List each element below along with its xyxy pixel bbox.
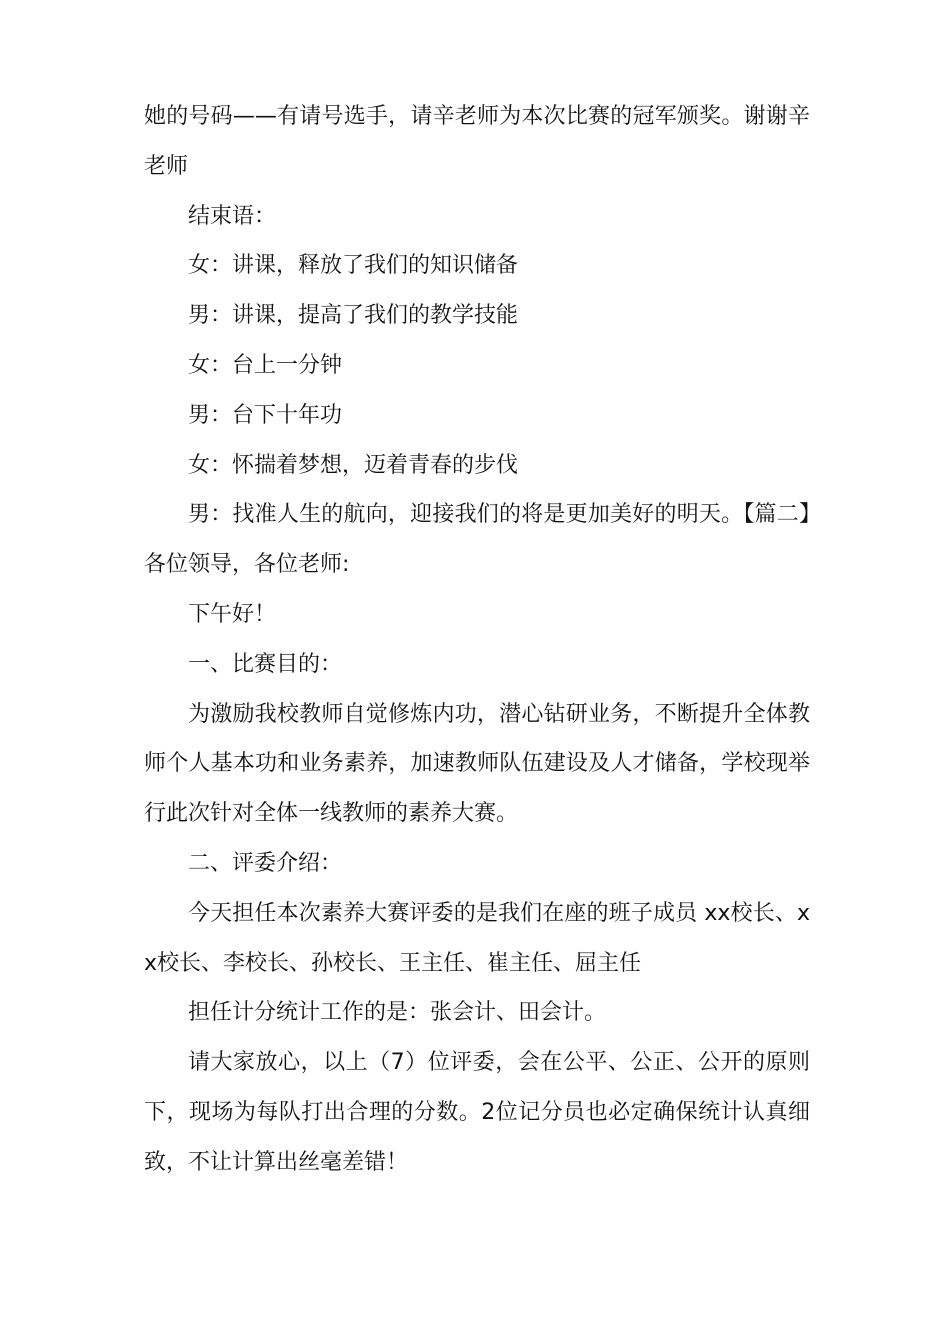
paragraph-female-line-1: 女：讲课，释放了我们的知识储备 (188, 253, 519, 279)
paragraph-fairness: 请大家放心，以上（7）位评委，会在公平、公正、公开的原则下，现场为每队打出合理的分数。2位记分员也必定确保统计认真细致，不让计算出丝毫差错！ (144, 1050, 810, 1175)
paragraph-male-line-3: 男：找准人生的航向，迎接我们的将是更加美好的明天。【篇二】各位领导，各位老师: (144, 502, 810, 578)
paragraph-female-line-2: 女：台上一分钟 (188, 352, 343, 378)
paragraph-male-line-2: 男：台下十年功 (188, 402, 343, 428)
paragraph-female-line-3: 女：怀揣着梦想，迈着青春的步伐 (188, 452, 519, 478)
paragraph-closing-heading: 结束语： (188, 203, 277, 229)
document-body (144, 92, 810, 1188)
paragraph-greeting: 下午好！ (188, 601, 277, 627)
paragraph-scorekeepers: 担任计分统计工作的是：张会计、田会计。 (188, 1000, 607, 1026)
paragraph-judges: 今天担任本次素养大赛评委的是我们在座的班子成员 xx校长、xx校长、李校长、孙校长、王主任、崔主任、屈主任 (144, 900, 810, 976)
paragraph-section-2-heading: 二、评委介绍： (188, 850, 343, 876)
paragraph-male-line-1: 男：讲课，提高了我们的教学技能 (188, 303, 519, 329)
paragraph-section-1-body: 为激励我校教师自觉修炼内功，潜心钻研业务，不断提升全体教师个人基本功和业务素养，加速教师队伍建设及人才储备，学校现举行此次针对全体一线教师的素养大赛。 (144, 701, 810, 827)
paragraph-award-closing: 她的号码——有请号选手，请辛老师为本次比赛的冠军颁奖。谢谢辛老师 (144, 104, 810, 179)
paragraph-section-1-heading: 一、比赛目的： (188, 651, 343, 677)
